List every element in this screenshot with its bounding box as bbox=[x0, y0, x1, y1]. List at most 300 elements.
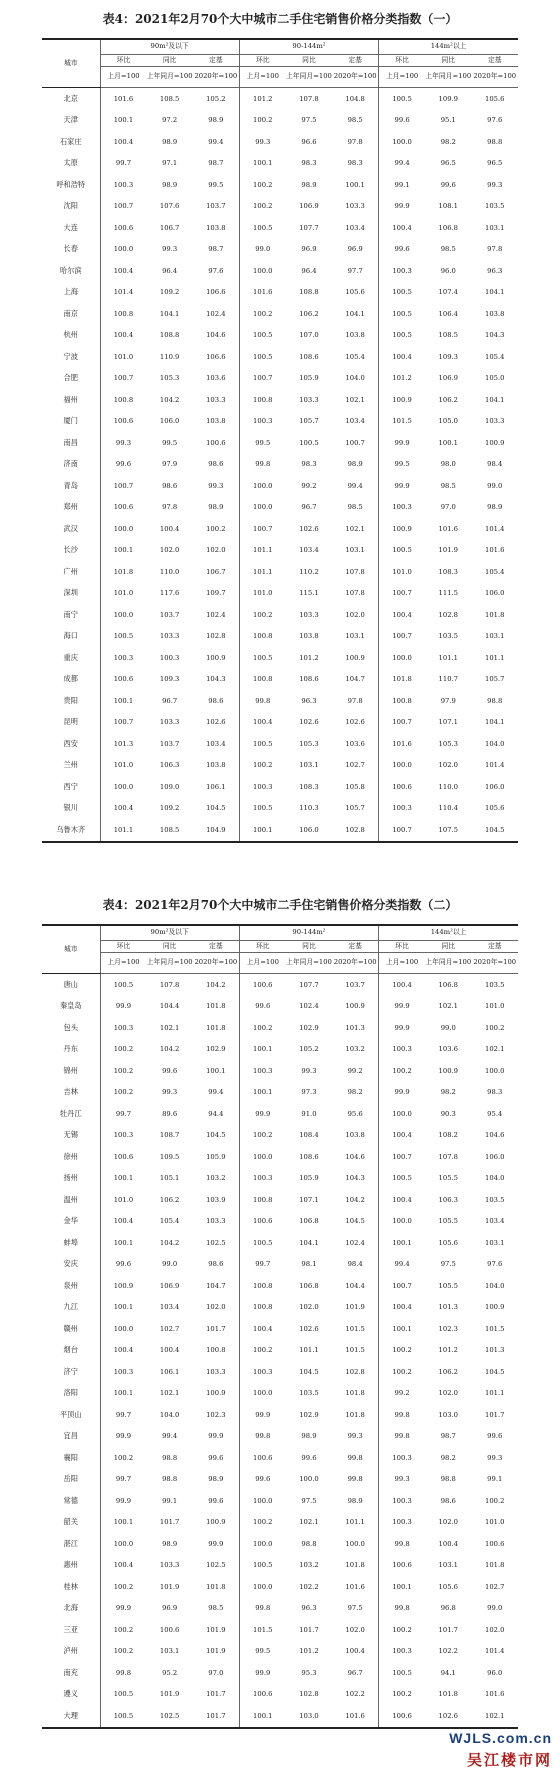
index-value-cell: 101.0 bbox=[100, 1189, 146, 1211]
table-row bbox=[42, 1641, 518, 1663]
index-value-cell: 99.5 bbox=[239, 432, 285, 454]
index-value-cell: 108.4 bbox=[299, 1131, 319, 1140]
index-value-cell: 98.5 bbox=[347, 503, 363, 512]
table-row bbox=[42, 1361, 518, 1383]
index-value-cell: 95.1 bbox=[440, 116, 456, 125]
index-value-cell: 94.1 bbox=[440, 1668, 456, 1677]
mom-subheader: 上月=100 bbox=[100, 953, 146, 974]
index-value-cell: 107.4 bbox=[438, 288, 459, 297]
index-value-cell: 107.6 bbox=[159, 202, 180, 211]
table-row bbox=[42, 1469, 518, 1491]
table-row bbox=[42, 1512, 518, 1534]
index-value-cell: 102.1 bbox=[159, 1389, 180, 1398]
index-value-cell: 100.1 bbox=[100, 110, 146, 132]
index-value-cell: 103.3 bbox=[206, 395, 226, 404]
index-value-cell: 102.4 bbox=[345, 1238, 365, 1247]
index-value-cell: 99.4 bbox=[379, 153, 425, 175]
table-row bbox=[42, 798, 518, 820]
city-cell: 厦门 bbox=[63, 416, 78, 426]
index-value-cell: 100.2 bbox=[379, 1619, 425, 1641]
index-value-cell: 117.6 bbox=[159, 589, 180, 598]
mom-header: 环比 bbox=[379, 941, 425, 953]
index-value-cell: 100.2 bbox=[100, 1576, 146, 1598]
index-value-cell: 105.5 bbox=[438, 1217, 459, 1226]
index-value-cell: 106.2 bbox=[159, 1195, 180, 1204]
index-value-cell: 101.0 bbox=[485, 1518, 505, 1527]
index-value-cell: 106.1 bbox=[159, 1367, 180, 1376]
index-value-cell: 100.1 bbox=[100, 1383, 146, 1405]
table-row bbox=[42, 110, 518, 132]
index-value-cell: 91.0 bbox=[301, 1109, 317, 1118]
index-value-cell: 110.2 bbox=[299, 567, 319, 576]
table-row bbox=[42, 432, 518, 454]
index-value-cell: 102.0 bbox=[438, 1518, 459, 1527]
index-value-cell: 100.0 bbox=[379, 647, 425, 669]
index-value-cell: 100.7 bbox=[379, 819, 425, 842]
index-value-cell: 105.2 bbox=[299, 1045, 319, 1054]
index-value-cell: 100.0 bbox=[379, 1211, 425, 1233]
city-cell: 牡丹江 bbox=[59, 1108, 82, 1118]
index-value-cell: 100.0 bbox=[239, 260, 285, 282]
city-cell: 锦州 bbox=[63, 1065, 78, 1075]
index-value-cell: 101.8 bbox=[438, 1690, 459, 1699]
index-value-cell: 104.1 bbox=[485, 288, 505, 297]
index-value-cell: 102.9 bbox=[299, 1023, 319, 1032]
index-value-cell: 100.8 bbox=[100, 303, 146, 325]
index-value-cell: 100.1 bbox=[206, 1066, 226, 1075]
city-cell: 温州 bbox=[63, 1194, 78, 1204]
index-value-cell: 103.6 bbox=[438, 1045, 459, 1054]
index-value-cell: 100.1 bbox=[100, 540, 146, 562]
table-row bbox=[42, 153, 518, 175]
index-value-cell: 100.8 bbox=[239, 1189, 285, 1211]
index-value-cell: 99.4 bbox=[208, 1088, 224, 1097]
index-value-cell: 100.2 bbox=[100, 1641, 146, 1663]
index-value-cell: 100.7 bbox=[100, 368, 146, 390]
index-value-cell: 100.9 bbox=[438, 1066, 459, 1075]
table-row bbox=[42, 561, 518, 583]
index-value-cell: 98.2 bbox=[440, 1453, 456, 1462]
city-cell: 大理 bbox=[42, 1705, 100, 1728]
index-value-cell: 100.0 bbox=[239, 1490, 285, 1512]
index-value-cell: 103.9 bbox=[206, 1195, 226, 1204]
index-value-cell: 102.0 bbox=[345, 1625, 365, 1634]
city-cell: 昆明 bbox=[63, 717, 78, 727]
index-value-cell: 101.9 bbox=[159, 1582, 180, 1591]
index-value-cell: 101.5 bbox=[485, 1324, 505, 1333]
index-value-cell: 100.5 bbox=[239, 647, 285, 669]
index-value-cell: 102.7 bbox=[159, 1324, 180, 1333]
index-value-cell: 100.8 bbox=[206, 1346, 226, 1355]
index-value-cell: 101.8 bbox=[485, 1561, 505, 1570]
index-value-cell: 100.4 bbox=[100, 1555, 146, 1577]
index-value-cell: 98.6 bbox=[208, 1260, 224, 1269]
index-value-cell: 102.1 bbox=[438, 1002, 459, 1011]
index-value-cell: 109.0 bbox=[159, 782, 180, 791]
index-value-cell: 99.8 bbox=[239, 454, 285, 476]
index-value-cell: 103.0 bbox=[438, 1410, 459, 1419]
table-row bbox=[42, 1340, 518, 1362]
index-value-cell: 99.8 bbox=[347, 1475, 363, 1484]
table-row bbox=[42, 1211, 518, 1233]
index-value-cell: 101.1 bbox=[100, 819, 146, 842]
index-value-cell: 115.1 bbox=[299, 589, 319, 598]
city-cell: 九江 bbox=[63, 1302, 78, 1312]
index-value-cell: 100.4 bbox=[100, 1211, 146, 1233]
city-cell: 无锡 bbox=[63, 1130, 78, 1140]
index-value-cell: 103.1 bbox=[299, 761, 319, 770]
index-value-cell: 103.4 bbox=[159, 1303, 180, 1312]
table-row bbox=[42, 1705, 518, 1728]
index-value-cell: 108.5 bbox=[146, 819, 192, 842]
table-row bbox=[42, 647, 518, 669]
index-value-cell: 100.2 bbox=[100, 1447, 146, 1469]
index-value-cell: 101.8 bbox=[485, 610, 505, 619]
index-value-cell: 106.8 bbox=[438, 223, 459, 232]
index-value-cell: 108.8 bbox=[299, 288, 319, 297]
index-value-cell: 109.3 bbox=[438, 352, 459, 361]
index-value-cell: 100.8 bbox=[239, 1297, 285, 1319]
group-header-small: 90m²及以下 bbox=[100, 925, 239, 941]
table-row bbox=[42, 303, 518, 325]
index-value-cell: 99.3 bbox=[487, 1453, 503, 1462]
index-value-cell: 100.9 bbox=[206, 1389, 226, 1398]
index-value-cell: 101.6 bbox=[100, 88, 146, 110]
index-value-cell: 104.5 bbox=[299, 1367, 319, 1376]
index-value-cell: 98.9 bbox=[347, 460, 363, 469]
index-value-cell: 100.2 bbox=[239, 174, 285, 196]
table-row bbox=[42, 1189, 518, 1211]
table-row bbox=[42, 1146, 518, 1168]
index-value-cell: 98.4 bbox=[347, 1260, 363, 1269]
index-value-cell: 96.8 bbox=[440, 1604, 456, 1613]
index-value-cell: 98.0 bbox=[440, 460, 456, 469]
index-value-cell: 100.2 bbox=[379, 1361, 425, 1383]
index-value-cell: 97.1 bbox=[162, 159, 178, 168]
index-value-cell: 97.6 bbox=[208, 266, 224, 275]
index-value-cell: 99.9 bbox=[100, 1490, 146, 1512]
index-value-cell: 100.7 bbox=[379, 626, 425, 648]
index-value-cell: 100.7 bbox=[239, 518, 285, 540]
index-value-cell: 100.1 bbox=[239, 153, 285, 175]
index-value-cell: 103.3 bbox=[299, 610, 319, 619]
index-value-cell: 99.9 bbox=[379, 1082, 425, 1104]
index-value-cell: 100.6 bbox=[206, 438, 226, 447]
index-value-cell: 101.4 bbox=[100, 282, 146, 304]
yoy-subheader: 上年同月=100 bbox=[425, 953, 471, 974]
city-cell: 烟台 bbox=[63, 1345, 78, 1355]
city-cell: 呼和浩特 bbox=[56, 179, 86, 189]
index-value-cell: 99.7 bbox=[100, 1469, 146, 1491]
index-value-cell: 100.9 bbox=[345, 653, 365, 662]
index-value-cell: 99.9 bbox=[379, 475, 425, 497]
index-value-cell: 106.1 bbox=[206, 782, 226, 791]
index-value-cell: 104.0 bbox=[345, 374, 365, 383]
index-value-cell: 99.9 bbox=[379, 196, 425, 218]
city-cell: 西安 bbox=[63, 738, 78, 748]
index-value-cell: 105.9 bbox=[299, 374, 319, 383]
index-value-cell: 108.6 bbox=[299, 1152, 319, 1161]
index-value-cell: 100.3 bbox=[100, 647, 146, 669]
index-value-cell: 106.7 bbox=[206, 567, 226, 576]
city-cell: 包头 bbox=[63, 1022, 78, 1032]
index-value-cell: 103.2 bbox=[345, 1045, 365, 1054]
index-value-cell: 102.5 bbox=[206, 1238, 226, 1247]
index-value-cell: 104.2 bbox=[206, 980, 226, 989]
index-value-cell: 108.3 bbox=[299, 782, 319, 791]
index-value-cell: 105.6 bbox=[485, 804, 505, 813]
city-cell: 海口 bbox=[63, 631, 78, 641]
index-value-cell: 98.2 bbox=[347, 1088, 363, 1097]
index-value-cell: 100.7 bbox=[100, 475, 146, 497]
index-value-cell: 106.0 bbox=[485, 589, 505, 598]
index-value-cell: 100.5 bbox=[379, 303, 425, 325]
index-value-cell: 103.4 bbox=[345, 417, 365, 426]
index-value-cell: 105.7 bbox=[345, 804, 365, 813]
index-value-cell: 99.8 bbox=[379, 1533, 425, 1555]
mom-subheader: 上月=100 bbox=[239, 67, 285, 88]
city-cell: 成都 bbox=[63, 674, 78, 684]
index-value-cell: 102.8 bbox=[438, 610, 459, 619]
index-value-cell: 101.5 bbox=[345, 1346, 365, 1355]
index-value-cell: 101.0 bbox=[485, 1002, 505, 1011]
index-value-cell: 106.2 bbox=[438, 1367, 459, 1376]
index-value-cell: 102.1 bbox=[159, 1023, 180, 1032]
base-subheader: 2020年=100 bbox=[193, 953, 239, 974]
index-value-cell: 103.1 bbox=[345, 632, 365, 641]
index-value-cell: 102.0 bbox=[438, 1389, 459, 1398]
index-value-cell: 105.3 bbox=[159, 374, 180, 383]
index-value-cell: 109.2 bbox=[159, 804, 180, 813]
index-value-cell: 99.8 bbox=[239, 1598, 285, 1620]
index-value-cell: 100.0 bbox=[100, 1533, 146, 1555]
base-header: 定基 bbox=[472, 941, 519, 953]
table-row bbox=[42, 1383, 518, 1405]
watermark-domain: WJLS.com.cn bbox=[449, 1730, 552, 1746]
index-value-cell: 98.2 bbox=[440, 1088, 456, 1097]
table-row bbox=[42, 974, 518, 996]
index-value-cell: 100.6 bbox=[485, 1539, 505, 1548]
index-value-cell: 100.2 bbox=[239, 303, 285, 325]
table-row bbox=[42, 260, 518, 282]
index-value-cell: 99.6 bbox=[440, 180, 456, 189]
index-value-cell: 103.3 bbox=[299, 395, 319, 404]
index-value-cell: 98.6 bbox=[208, 696, 224, 705]
index-value-cell: 101.6 bbox=[438, 524, 459, 533]
index-value-cell: 99.2 bbox=[301, 481, 317, 490]
index-value-cell: 103.5 bbox=[485, 1195, 505, 1204]
mom-header: 环比 bbox=[239, 55, 285, 67]
index-value-cell: 100.9 bbox=[379, 389, 425, 411]
index-value-cell: 100.0 bbox=[239, 497, 285, 519]
index-value-cell: 108.7 bbox=[159, 1131, 180, 1140]
index-value-cell: 97.8 bbox=[487, 245, 503, 254]
yoy-subheader: 上年同月=100 bbox=[146, 67, 192, 88]
yoy-subheader: 上年同月=100 bbox=[286, 953, 332, 974]
index-value-cell: 95.6 bbox=[347, 1109, 363, 1118]
index-value-cell: 103.6 bbox=[206, 374, 226, 383]
index-value-cell: 103.3 bbox=[159, 718, 180, 727]
index-value-cell: 100.9 bbox=[485, 438, 505, 447]
index-value-cell: 102.2 bbox=[299, 1582, 319, 1591]
index-value-cell: 100.1 bbox=[239, 819, 285, 842]
group-header-medium: 90-144m² bbox=[239, 925, 378, 941]
index-value-cell: 101.6 bbox=[485, 546, 505, 555]
watermark-site-name: 吴江楼市网 bbox=[466, 1751, 552, 1769]
index-value-cell: 104.1 bbox=[485, 395, 505, 404]
index-value-cell: 99.9 bbox=[379, 996, 425, 1018]
index-value-cell: 90.3 bbox=[440, 1109, 456, 1118]
index-value-cell: 100.2 bbox=[379, 1060, 425, 1082]
index-value-cell: 102.6 bbox=[299, 1324, 319, 1333]
index-value-cell: 100.7 bbox=[239, 368, 285, 390]
index-value-cell: 106.0 bbox=[485, 1152, 505, 1161]
index-value-cell: 101.6 bbox=[345, 1582, 365, 1591]
city-cell: 长沙 bbox=[63, 545, 78, 555]
city-cell: 北海 bbox=[63, 1603, 78, 1613]
table-row bbox=[42, 1103, 518, 1125]
table-row bbox=[42, 217, 518, 239]
index-value-cell: 96.7 bbox=[347, 1668, 363, 1677]
table-row bbox=[42, 819, 518, 842]
city-cell: 合肥 bbox=[63, 373, 78, 383]
index-value-cell: 100.0 bbox=[239, 1383, 285, 1405]
index-value-cell: 99.9 bbox=[208, 1539, 224, 1548]
index-value-cell: 103.3 bbox=[159, 632, 180, 641]
index-value-cell: 100.4 bbox=[100, 1340, 146, 1362]
index-value-cell: 100.6 bbox=[239, 1684, 285, 1706]
index-value-cell: 109.9 bbox=[438, 94, 459, 103]
index-value-cell: 100.4 bbox=[239, 712, 285, 734]
index-value-cell: 100.3 bbox=[239, 1060, 285, 1082]
index-value-cell: 89.6 bbox=[162, 1109, 178, 1118]
index-value-cell: 101.9 bbox=[345, 1303, 365, 1312]
index-value-cell: 104.5 bbox=[472, 819, 519, 842]
index-value-cell: 105.1 bbox=[159, 1174, 180, 1183]
index-value-cell: 100.5 bbox=[239, 733, 285, 755]
index-value-cell: 98.8 bbox=[487, 696, 503, 705]
index-value-cell: 100.6 bbox=[379, 1705, 425, 1728]
index-value-cell: 98.7 bbox=[208, 245, 224, 254]
index-value-cell: 99.2 bbox=[347, 1066, 363, 1075]
index-value-cell: 99.7 bbox=[239, 1254, 285, 1276]
index-value-cell: 104.1 bbox=[345, 309, 365, 318]
index-value-cell: 104.3 bbox=[345, 1174, 365, 1183]
index-value-cell: 102.6 bbox=[299, 524, 319, 533]
index-value-cell: 100.3 bbox=[379, 1512, 425, 1534]
table-row bbox=[42, 1576, 518, 1598]
index-value-cell: 100.7 bbox=[379, 1275, 425, 1297]
index-value-cell: 101.2 bbox=[379, 368, 425, 390]
index-value-cell: 100.5 bbox=[100, 626, 146, 648]
index-value-cell: 103.8 bbox=[345, 1131, 365, 1140]
index-value-cell: 100.4 bbox=[239, 1318, 285, 1340]
index-value-cell: 100.8 bbox=[239, 389, 285, 411]
city-cell: 长春 bbox=[63, 244, 78, 254]
table-row bbox=[42, 583, 518, 605]
city-cell: 泉州 bbox=[63, 1280, 78, 1290]
index-value-cell: 105.6 bbox=[438, 1582, 459, 1591]
index-value-cell: 99.7 bbox=[100, 1404, 146, 1426]
table-row bbox=[42, 411, 518, 433]
index-value-cell: 95.4 bbox=[487, 1109, 503, 1118]
table-row bbox=[42, 1426, 518, 1448]
index-value-cell: 105.9 bbox=[299, 1174, 319, 1183]
index-value-cell: 104.2 bbox=[159, 1045, 180, 1054]
city-cell: 哈尔滨 bbox=[59, 265, 82, 275]
index-value-cell: 103.7 bbox=[206, 202, 226, 211]
city-cell: 秦皇岛 bbox=[59, 1001, 82, 1011]
index-value-cell: 100.2 bbox=[239, 196, 285, 218]
index-value-cell: 99.8 bbox=[379, 1426, 425, 1448]
index-value-cell: 99.1 bbox=[379, 174, 425, 196]
index-value-cell: 104.2 bbox=[159, 1238, 180, 1247]
city-cell: 贵阳 bbox=[63, 695, 78, 705]
table-row bbox=[42, 540, 518, 562]
index-value-cell: 100.6 bbox=[159, 1625, 180, 1634]
index-value-cell: 98.9 bbox=[162, 180, 178, 189]
index-value-cell: 98.9 bbox=[208, 503, 224, 512]
index-value-cell: 102.0 bbox=[206, 1303, 226, 1312]
index-value-cell: 98.1 bbox=[301, 1260, 317, 1269]
index-value-cell: 102.0 bbox=[345, 610, 365, 619]
index-value-cell: 104.0 bbox=[485, 1174, 505, 1183]
index-value-cell: 108.3 bbox=[438, 567, 459, 576]
index-value-cell: 98.7 bbox=[208, 159, 224, 168]
city-cell: 常德 bbox=[63, 1495, 78, 1505]
index-value-cell: 100.3 bbox=[159, 653, 180, 662]
index-value-cell: 108.6 bbox=[299, 675, 319, 684]
index-value-cell: 100.3 bbox=[379, 1447, 425, 1469]
index-value-cell: 96.5 bbox=[487, 159, 503, 168]
index-value-cell: 99.3 bbox=[162, 1088, 178, 1097]
index-value-cell: 106.8 bbox=[299, 1217, 319, 1226]
index-value-cell: 96.9 bbox=[301, 245, 317, 254]
index-value-cell: 100.0 bbox=[100, 518, 146, 540]
index-value-cell: 104.5 bbox=[345, 1217, 365, 1226]
table-row bbox=[42, 239, 518, 261]
index-value-cell: 96.7 bbox=[301, 503, 317, 512]
index-value-cell: 105.0 bbox=[438, 417, 459, 426]
city-cell: 西宁 bbox=[63, 781, 78, 791]
index-value-cell: 100.4 bbox=[100, 798, 146, 820]
city-column-header: 城市 bbox=[42, 39, 100, 88]
index-value-cell: 99.6 bbox=[301, 1453, 317, 1462]
index-value-cell: 100.1 bbox=[379, 1576, 425, 1598]
index-value-cell: 100.2 bbox=[239, 1017, 285, 1039]
index-value-cell: 96.0 bbox=[487, 1668, 503, 1677]
index-value-cell: 104.5 bbox=[206, 804, 226, 813]
index-value-cell: 100.0 bbox=[239, 1533, 285, 1555]
index-value-cell: 100.7 bbox=[379, 1146, 425, 1168]
index-value-cell: 100.1 bbox=[345, 180, 365, 189]
index-value-cell: 100.9 bbox=[485, 1303, 505, 1312]
table-title: 表4：2021年2月70个大中城市二手住宅销售价格分类指数（一） bbox=[102, 12, 458, 26]
index-value-cell: 101.3 bbox=[100, 733, 146, 755]
index-value-cell: 104.7 bbox=[345, 675, 365, 684]
index-value-cell: 102.7 bbox=[345, 761, 365, 770]
index-value-cell: 98.3 bbox=[347, 159, 363, 168]
index-value-cell: 103.5 bbox=[438, 632, 459, 641]
index-value-cell: 99.6 bbox=[100, 454, 146, 476]
index-value-cell: 110.0 bbox=[438, 782, 459, 791]
index-value-cell: 98.9 bbox=[301, 180, 317, 189]
index-value-cell: 100.9 bbox=[345, 1002, 365, 1011]
index-value-cell: 100.2 bbox=[239, 604, 285, 626]
index-value-cell: 104.4 bbox=[345, 1281, 365, 1290]
index-value-cell: 98.8 bbox=[301, 1539, 317, 1548]
index-value-cell: 99.0 bbox=[487, 1604, 503, 1613]
